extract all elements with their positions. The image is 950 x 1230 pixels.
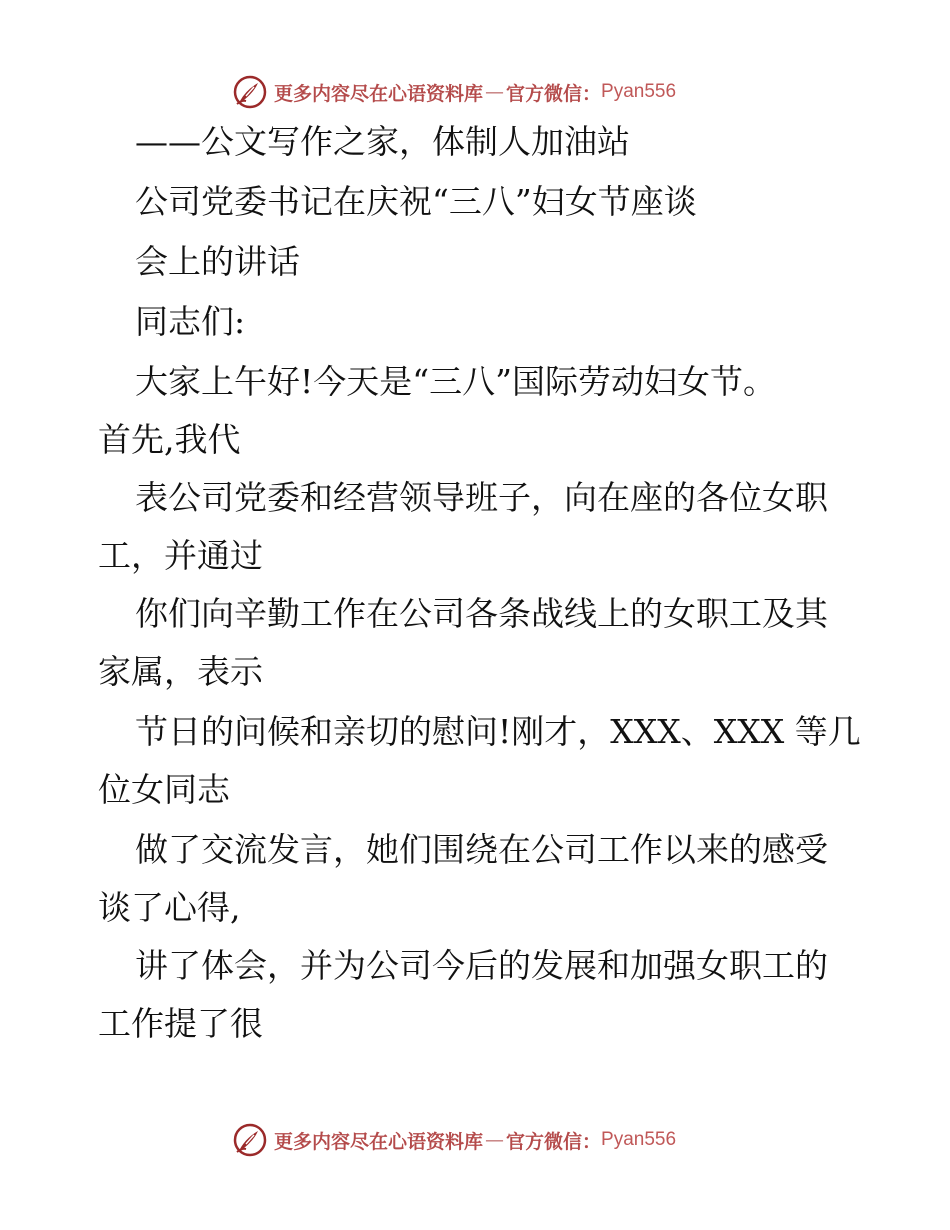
- footer-banner: [0, 1120, 950, 1160]
- tagline: ——公文写作之家，体制人加油站: [135, 122, 630, 161]
- paragraph-line: 谈了心得,: [98, 888, 241, 927]
- salutation: 同志们:: [135, 302, 246, 341]
- banner-slogan: 更多内容尽在心语资料库: [274, 82, 484, 105]
- paragraph-line: 工作提了很: [98, 1004, 263, 1043]
- paragraph-line: 家属，表示: [98, 652, 263, 691]
- banner-wechat-label: 官方微信：: [506, 1130, 602, 1153]
- banner-wechat-id: Pyan556: [601, 81, 677, 102]
- header-banner: [0, 72, 950, 112]
- paragraph-line: 讲了体会，并为公司今后的发展和加强女职工的: [135, 946, 828, 985]
- paragraph-line: 做了交流发言，她们围绕在公司工作以来的感受: [135, 830, 828, 869]
- banner-dash: —: [485, 81, 505, 103]
- paragraph-line: 位女同志: [98, 770, 230, 809]
- banner-wechat-label: 官方微信：: [506, 82, 602, 105]
- paragraph-line: 大家上午好!今天是“三八”国际劳动妇女节。: [135, 362, 777, 401]
- pen-nib-logo-icon: [232, 74, 268, 110]
- paragraph-line: 你们向辛勤工作在公司各条战线上的女职工及其: [135, 594, 828, 633]
- banner-slogan: 更多内容尽在心语资料库: [274, 1130, 484, 1153]
- banner-dash: —: [485, 1129, 505, 1151]
- paragraph-line: 首先,我代: [98, 420, 241, 459]
- banner-wechat-id: Pyan556: [601, 1129, 677, 1150]
- pen-nib-logo-icon: [232, 1122, 268, 1158]
- title-line-1: 公司党委书记在庆祝“三八”妇女节座谈: [135, 182, 697, 221]
- paragraph-line: 表公司党委和经营领导班子，向在座的各位女职: [135, 478, 828, 517]
- paragraph-line: 节日的问候和亲切的慰问!刚才，XXX、XXX 等几: [135, 712, 861, 751]
- title-line-2: 会上的讲话: [135, 242, 300, 281]
- paragraph-line: 工，并通过: [98, 536, 263, 575]
